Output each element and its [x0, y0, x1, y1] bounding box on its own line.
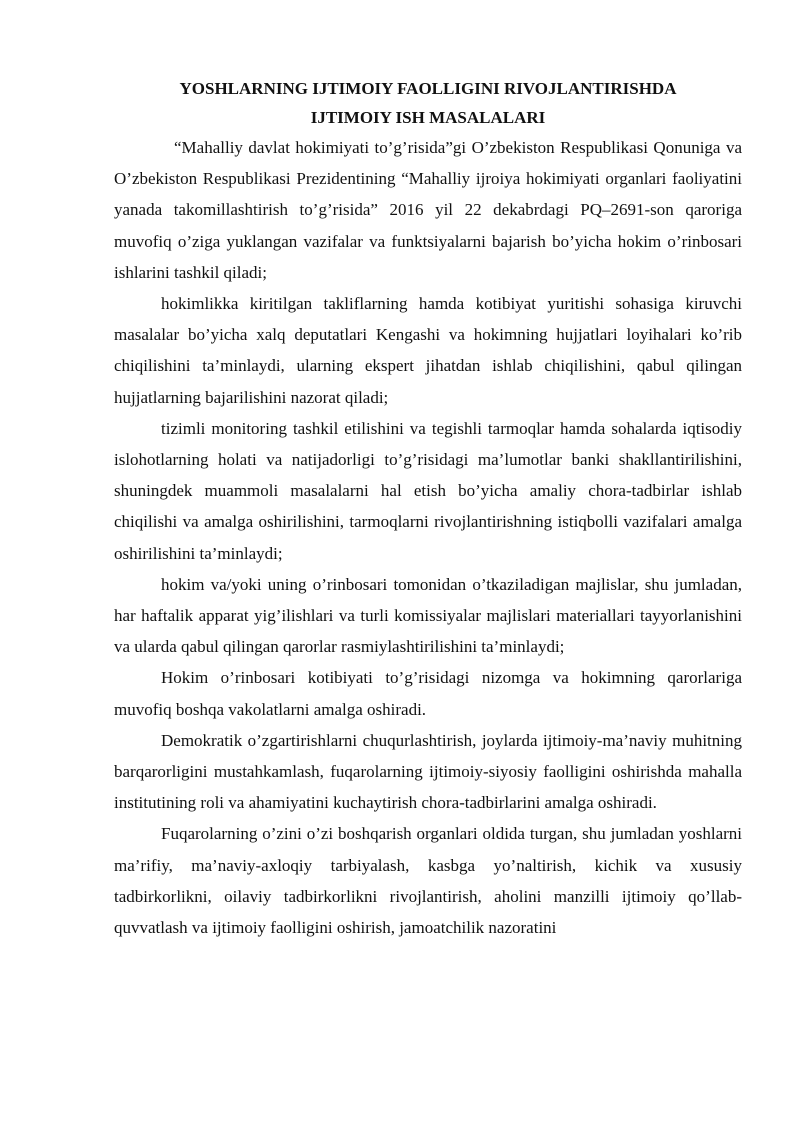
document-body: [114, 132, 742, 943]
paragraph: hokim va/yoki uning o’rinbosari tomonidan o’tkaziladigan majlislar, shu jumladan, har haftalik apparat yig’ilishlari va turli komissiyalar majlislari materiallari tayyorlanishini va ularda qabul qilingan qarorlar rasmiylashtirilishini ta’minlaydi;: [114, 574, 742, 657]
paragraph: Hokim o’rinbosari kotibiyati to’g’risidagi nizomga va hokimning qarorlariga muvofiq boshqa vakolatlarni amalga oshiradi.: [114, 668, 742, 719]
paragraph: Demokratik o’zgartirishlarni chuqurlashtirish, joylarda ijtimoiy-ma’naviy muhitning barqarorligini mustahkamlash, fuqarolarning ijtimoiy-siyosiy faolligini oshirishda mahalla institutining roli va ahamiyatini kuchaytirish chora-tadbirlarini amalga oshiradi.: [114, 730, 742, 813]
document-title: [114, 72, 742, 132]
paragraph: “Mahalliy davlat hokimiyati to’g’risida”gi O’zbekiston Respublikasi Qonuniga va O’zbekiston Respublikasi Prezidentining “Mahalliy ijroiya hokimiyati organlari faoliyatini yanada takomillashtirish to’g’risida” 2016 yil 22 dekabrdagi PQ–2691-son qaroriga muvofiq o’ziga yuklangan vazifalar va funktsiyalarni bajarish bo’yicha hokim o’rinbosari ishlarini tashkil qiladi;: [114, 138, 742, 282]
paragraph: Fuqarolarning o’zini o’zi boshqarish organlari oldida turgan, shu jumladan yoshlarni ma’rifiy, ma’naviy-axloqiy tarbiyalash, kasbga yo’naltirish, kichik va xususiy tadbirkorlikni, oilaviy tadbirkorlikni rivojlantirish, aholini manzilli ijtimoiy qo’llab-quvvatlash va ijtimoiy faolligini oshirish, jamoatchilik nazoratini: [114, 824, 742, 938]
paragraph: tizimli monitoring tashkil etilishini va tegishli tarmoqlar hamda sohalarda iqtisodiy islohotlarning holati va natijadorligi to’g’risidagi ma’lumotlar banki shakllantirilishini, shuningdek muammoli masalalarni hal etish bo’yicha amaliy chora-tadbirlar ishlab chiqilishi va amalga oshirilishini, tarmoqlarni rivojlantirishning istiqbolli vazifalari amalga oshirilishini ta’minlaydi;: [114, 418, 742, 563]
title-line-2: IJTIMOIY ISH MASALALARI: [310, 108, 546, 127]
title-line-1: YOSHLARNING IJTIMOIY FAOLLIGINI RIVOJLANTIRISHDA: [179, 79, 677, 98]
paragraph: hokimlikka kiritilgan takliflarning hamda kotibiyat yuritishi sohasiga kiruvchi masalalar bo’yicha xalq deputatlari Kengashi va hokimning hujjatlari loyihalari ko’rib chiqilishini ta’minlaydi, ularning ekspert jihatdan ishlab chiqilishini, qabul qilingan hujjatlarning bajarilishini nazorat qiladi;: [114, 294, 742, 407]
